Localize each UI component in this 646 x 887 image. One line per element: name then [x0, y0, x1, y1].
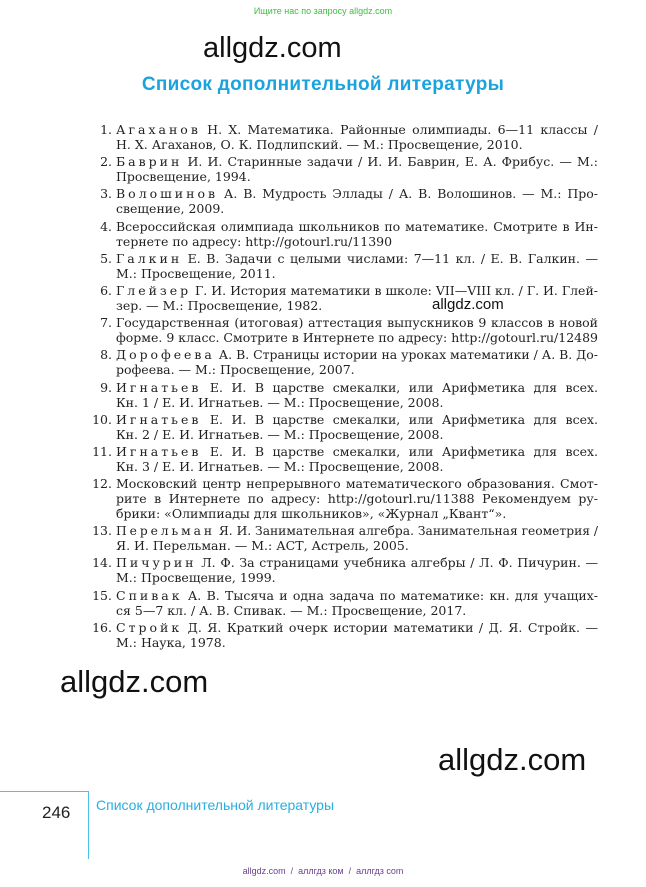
entry-text: Л. Ф. За страницами учебника алгебры / Л. Ф. Пичурин. —: [196, 555, 598, 571]
entry-line: [116, 444, 598, 459]
entry-text: М.: Наука, 1978.: [116, 634, 226, 650]
entry-number: 12.: [92, 476, 112, 492]
entry-author: Спивак: [116, 587, 183, 603]
entry-author: Галкин: [116, 250, 183, 266]
entry-author: Стройк: [116, 619, 183, 635]
entry-text: А. В. Мудрость Эллады / А. В. Волошинов. — М.: Про-: [218, 186, 598, 202]
entry-text: Кн. 1 / Е. И. Игнатьев. — М.: Просвещение, 2008.: [116, 394, 444, 410]
entry-line: [116, 588, 598, 603]
entry-number: 16.: [92, 619, 112, 635]
entry-number: 14.: [92, 555, 112, 571]
entry-line: [116, 570, 276, 585]
list-item: [84, 315, 598, 345]
entry-line: [116, 635, 226, 650]
entry-line: [116, 538, 409, 553]
list-item: [84, 154, 598, 184]
entry-line: [116, 266, 276, 281]
entry-number: 15.: [92, 587, 112, 603]
entry-text: А. В. Страницы истории на уроках математики / А. В. До-: [214, 347, 598, 363]
entry-author: Глейзер: [116, 282, 192, 298]
list-item: [84, 283, 598, 313]
entry-number: 4.: [100, 218, 112, 234]
entry-line: [116, 154, 598, 169]
entry-text: тернете по адресу: http://gotourl.ru/11390: [116, 233, 393, 249]
entry-number: 2.: [100, 154, 112, 170]
bottom-links[interactable]: allgdz.com / аллгдз ком / аллгдз com: [242, 866, 404, 876]
entry-line: [116, 201, 224, 216]
entry-author: Баврин: [116, 154, 183, 170]
watermark: allgdz.com: [203, 32, 342, 64]
entry-text: брики: «Олимпиады для школьников», «Журнал „Квант“».: [116, 506, 507, 522]
entry-line: [116, 380, 598, 395]
entry-line: [116, 476, 598, 491]
entry-number: 10.: [92, 411, 112, 427]
entry-number: 11.: [92, 443, 112, 459]
entry-text: Е. И. В царстве смекалки, или Арифметика для всех.: [201, 443, 598, 459]
list-item: [84, 588, 598, 618]
watermark: allgdz.com: [438, 742, 587, 777]
entry-text: М.: Просвещение, 2011.: [116, 265, 276, 281]
page-number: 246: [42, 803, 71, 822]
list-item: [84, 219, 598, 249]
entry-line: [116, 298, 322, 313]
list-item: [84, 523, 598, 553]
entry-text: Д. Я. Краткий очерк истории математики / Д. Я. Стройк. —: [182, 619, 598, 635]
entry-text: Всероссийская олимпиада школьников по математике. Смотрите в Ин-: [116, 218, 598, 234]
list-item: [84, 444, 598, 474]
entry-line: [116, 315, 598, 330]
entry-author: Игнатьев: [116, 443, 202, 459]
entry-line: [116, 362, 355, 377]
entry-author: Агаханов: [116, 122, 201, 137]
entry-text: Н. Х. Агаханов, О. К. Подлипский. — М.: Просвещение, 2010.: [116, 137, 523, 152]
entry-text: ся 5—7 кл. / А. В. Спивак. — М.: Просвещение, 2017.: [116, 602, 467, 618]
entry-author: Игнатьев: [116, 411, 202, 427]
entry-line: [116, 122, 598, 137]
list-item: [84, 251, 598, 281]
list-item: [84, 380, 598, 410]
entry-line: [116, 169, 251, 184]
entry-line: [116, 137, 523, 152]
entry-number: 6.: [100, 282, 112, 298]
entry-text: рофеева. — М.: Просвещение, 2007.: [116, 362, 355, 378]
entry-line: [116, 555, 598, 570]
entry-line: [116, 186, 598, 201]
entry-text: Н. Х. Математика. Районные олимпиады. 6—11 классы /: [200, 122, 598, 137]
entry-line: [116, 330, 598, 345]
list-item: [84, 122, 598, 152]
entry-number: 13.: [92, 523, 112, 539]
entry-number: 8.: [100, 347, 112, 363]
entry-number: 9.: [100, 379, 112, 395]
entry-text: Кн. 3 / Е. И. Игнатьев. — М.: Просвещение, 2008.: [116, 458, 444, 474]
list-item: [84, 186, 598, 216]
entry-text: Кн. 2 / Е. И. Игнатьев. — М.: Просвещение, 2008.: [116, 426, 444, 442]
entry-line: [116, 427, 443, 442]
entry-line: [116, 395, 443, 410]
entry-text: Г. И. История математики в школе: VII—VIII кл. / Г. И. Глей-: [191, 282, 598, 298]
entry-text: Я. И. Перельман. — М.: АСТ, Астрель, 2005.: [116, 538, 409, 554]
entry-author: Дорофеева: [116, 347, 215, 363]
entry-number: 7.: [100, 315, 112, 331]
entry-line: [116, 523, 598, 538]
entry-text: И. И. Старинные задачи / И. И. Баврин, Е. А. Фрибус. — М.:: [182, 154, 598, 170]
entry-author: Перельман: [116, 523, 215, 539]
entry-text: Я. И. Занимательная алгебра. Занимательная геометрия /: [214, 523, 598, 539]
running-footer-title: Список дополнительной литературы: [96, 797, 335, 813]
entry-line: [116, 412, 598, 427]
entry-line: [116, 283, 598, 298]
footer-divider-vertical: [88, 791, 89, 859]
entry-text: форме. 9 класс. Смотрите в Интернете по адресу: http://gotourl.ru/12489: [116, 330, 598, 346]
entry-text: Е. И. В царстве смекалки, или Арифметика для всех.: [201, 379, 598, 395]
entry-text: зер. — М.: Просвещение, 1982.: [116, 297, 323, 313]
entry-line: [116, 459, 443, 474]
entry-author: Игнатьев: [116, 379, 202, 395]
entry-text: Просвещение, 1994.: [116, 169, 251, 185]
list-item: [84, 347, 598, 377]
entry-text: Государственная (итоговая) аттестация выпускников 9 классов в новой: [116, 315, 598, 331]
entry-line: [116, 506, 506, 521]
entry-text: Е. И. В царстве смекалки, или Арифметика для всех.: [201, 411, 598, 427]
entry-text: А. В. Тысяча и одна задача по математике: кн. для учащих-: [182, 587, 598, 603]
entry-author: Волошинов: [116, 186, 219, 202]
footer-divider: [0, 791, 89, 792]
entry-number: 3.: [100, 186, 112, 202]
list-item: [84, 620, 598, 650]
entry-line: [116, 603, 466, 618]
entry-line: [116, 219, 598, 234]
entry-text: свещение, 2009.: [116, 201, 225, 217]
entry-text: М.: Просвещение, 1999.: [116, 570, 276, 586]
list-item: [84, 476, 598, 521]
entry-line: [116, 491, 598, 506]
watermark: allgdz.com: [432, 296, 504, 313]
entry-author: Пичурин: [116, 555, 197, 571]
bibliography-list: [84, 122, 598, 652]
entry-line: [116, 251, 598, 266]
entry-line: [116, 620, 598, 635]
entry-number: 1.: [100, 122, 112, 137]
search-banner: Ищите нас по запросу allgdz.com: [253, 6, 393, 16]
page-title: Список дополнительной литературы: [141, 74, 505, 95]
list-item: [84, 555, 598, 585]
list-item: [84, 412, 598, 442]
watermark: allgdz.com: [60, 664, 209, 699]
entry-text: Е. В. Задачи с целыми числами: 7—11 кл. / Е. В. Галкин. —: [182, 250, 598, 266]
entry-line: [116, 347, 598, 362]
entry-text: Московский центр непрерывного математического образования. Смот-: [116, 476, 598, 492]
entry-number: 5.: [100, 250, 112, 266]
entry-line: [116, 234, 392, 249]
entry-text: рите в Интернете по адресу: http://gotourl.ru/11388 Рекомендуем ру-: [116, 491, 598, 507]
